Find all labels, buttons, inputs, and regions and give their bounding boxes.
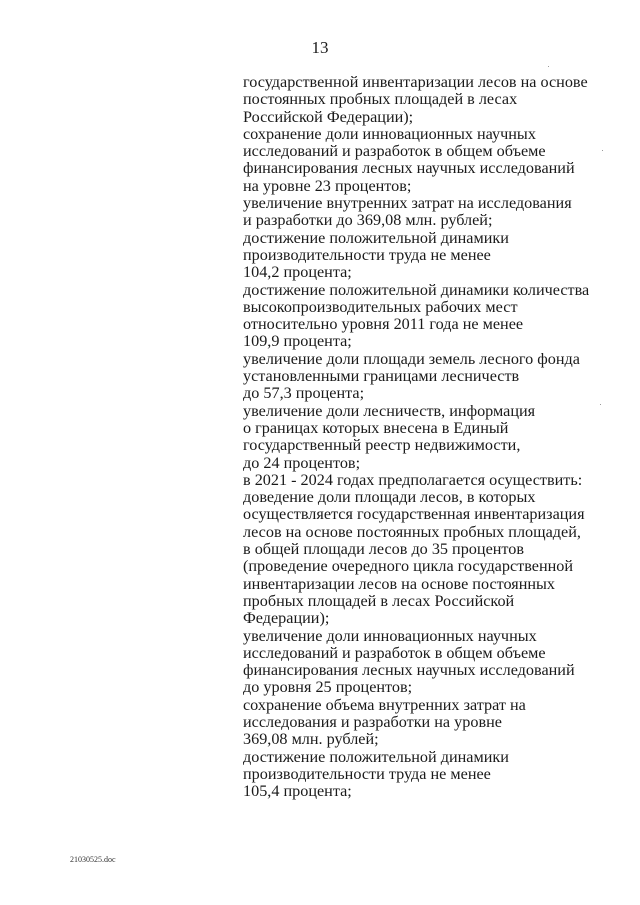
text-line: увеличение доли лесничеств, информация <box>243 401 536 420</box>
text-line: сохранение объема внутренних затрат на <box>243 695 526 714</box>
text-line: достижение положительной динамики количества <box>243 280 590 299</box>
text-line: Российской Федерации); <box>243 107 414 126</box>
text-line: высокопроизводительных рабочих мест <box>243 297 518 316</box>
page-number: 13 <box>311 38 329 57</box>
text-line: исследований и разработок в общем объеме <box>243 142 546 161</box>
text-line: осуществляется государственная инвентаризация <box>243 505 585 524</box>
text-line: на уровне 23 процентов; <box>243 176 412 195</box>
text-line: исследований и разработок в общем объеме <box>243 643 546 662</box>
text-line: увеличение внутренних затрат на исследования <box>243 194 572 213</box>
text-line: относительно уровня 2011 года не менее <box>243 315 524 334</box>
text-line: до 57,3 процента; <box>243 384 365 403</box>
text-line: 109,9 процента; <box>243 332 352 351</box>
text-line: в 2021 - 2024 годах предполагается осуществить: <box>243 470 583 489</box>
text-line: государственной инвентаризации лесов на основе <box>243 73 588 91</box>
text-line: лесов на основе постоянных пробных площадей, <box>243 522 581 541</box>
text-line: исследования и разработки на уровне <box>243 712 502 731</box>
file-name-footer: 21030525.doc <box>70 855 116 864</box>
text-line: и разработки до 369,08 млн. рублей; <box>243 211 493 230</box>
text-line: постоянных пробных площадей в лесах <box>243 90 518 109</box>
text-line: достижение положительной динамики <box>243 747 509 766</box>
text-line: 369,08 млн. рублей; <box>243 730 379 749</box>
text-line: производительности труда не менее <box>243 764 491 783</box>
text-line: до 24 процентов; <box>243 453 361 472</box>
text-line: государственный реестр недвижимости, <box>243 436 521 455</box>
text-line: Федерации); <box>243 609 330 628</box>
text-line: до уровня 25 процентов; <box>243 678 413 697</box>
scan-speck <box>600 404 601 405</box>
scan-speck <box>602 150 603 151</box>
text-line: сохранение доли инновационных научных <box>243 124 536 143</box>
text-line: (проведение очередного цикла государственной <box>243 557 574 576</box>
text-line: установленными границами лесничеств <box>243 367 520 386</box>
text-line: увеличение доли площади земель лесного фонда <box>243 349 580 368</box>
text-line: финансирования лесных научных исследований <box>243 661 575 680</box>
text-line: инвентаризации лесов на основе постоянных <box>243 574 556 593</box>
text-line: производительности труда не менее <box>243 245 491 264</box>
text-line: достижение положительной динамики <box>243 228 509 247</box>
text-line: увеличение доли инновационных научных <box>243 626 537 645</box>
text-line: 104,2 процента; <box>243 263 352 282</box>
text-line: доведение доли площади лесов, в которых <box>243 488 536 507</box>
text-line: о границах которых внесена в Единый <box>243 418 509 437</box>
text-line: пробных площадей в лесах Российской <box>243 591 515 610</box>
text-line: финансирования лесных научных исследований <box>243 159 575 178</box>
scan-speck <box>548 66 549 67</box>
text-line: в общей площади лесов до 35 процентов <box>243 540 525 559</box>
body-text <box>243 73 590 801</box>
text-line: 105,4 процента; <box>243 782 352 801</box>
